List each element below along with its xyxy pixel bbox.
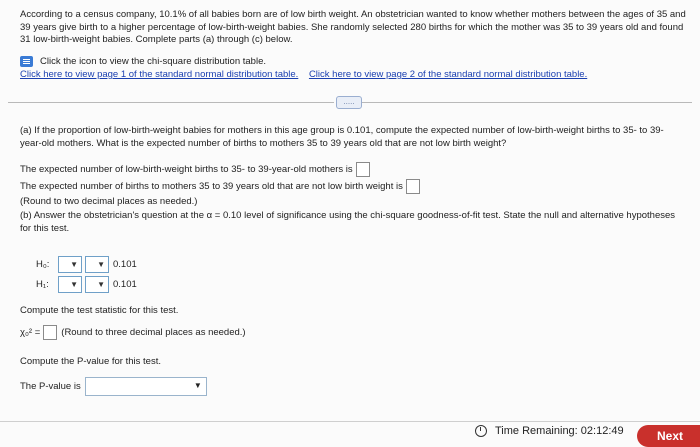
h1-operator-select[interactable] [85, 276, 109, 293]
round-note-a-text: (Round to two decimal places as needed.) [20, 196, 198, 207]
intro-text: According to a census company, 10.1% of all babies born are of low birth weight. An obstetrician wanted to know whether mothers between the ages of 35 and 39 years give birth to a higher percentage of low-birth-weight babies. She randomly selected 280 births for which the mother was 35 to 39 years old and found 31 low-birth-weight babies. Complete parts (a) through (c) below. [20, 9, 686, 45]
h1-value: 0.101 [113, 279, 137, 290]
chevron-down-icon: ▼ [97, 280, 105, 289]
timer-text: Time Remaining: 02:12:49 [495, 425, 624, 437]
h0-label: H₀: [36, 259, 50, 270]
chi-square-label: χ₀² = [20, 327, 41, 338]
expected-not-low-row [20, 179, 420, 194]
round-note-a [20, 196, 197, 207]
table-icon[interactable] [20, 56, 33, 67]
chi-square-row [20, 325, 246, 340]
h0-row [36, 256, 137, 273]
h1-row [36, 276, 137, 293]
compute-p-label: Compute the P-value for this test. [20, 356, 161, 367]
expected-low-label: The expected number of low-birth-weight births to 35- to 39-year-old mothers is [20, 164, 353, 175]
divider-right [362, 102, 692, 103]
normal-table-page2-link[interactable]: Click here to view page 2 of the standard normal distribution table. [308, 69, 588, 80]
p-value-row [20, 377, 207, 396]
expected-low-input[interactable] [356, 162, 370, 177]
next-button[interactable]: Next [637, 425, 700, 447]
compute-stat-label: Compute the test statistic for this test. [20, 305, 179, 316]
compute-stat-row [20, 305, 178, 316]
part-a-question: (a) If the proportion of low-birth-weight babies for mothers in this age group is 0.101, compute the expected number of low-birth-weight births to 35- to 39-year-old mothers. What is the expected number of births to mothers 35 to 39 years old that are not low birth weight? [20, 125, 664, 149]
chevron-down-icon: ▼ [97, 260, 105, 269]
clock-icon [475, 425, 487, 437]
chi-square-table-line [20, 56, 266, 67]
time-remaining [475, 425, 624, 437]
h0-operator-select[interactable] [85, 256, 109, 273]
problem-intro [20, 9, 688, 47]
h0-parameter-select[interactable] [58, 256, 82, 273]
p-value-label: The P-value is [20, 381, 81, 392]
normal-table-page1-link[interactable]: Click here to view page 1 of the standard normal distribution table. [20, 69, 299, 80]
chevron-down-icon: ▼ [70, 280, 78, 289]
table-links [20, 69, 595, 80]
part-b-question: (b) Answer the obstetrician's question at the α = 0.10 level of significance using the chi-square goodness-of-fit test. State the null and alternative hypotheses for this test. [20, 210, 676, 234]
compute-p-row [20, 356, 161, 367]
expand-button[interactable]: ..... [336, 96, 362, 109]
chevron-down-icon: ▼ [70, 260, 78, 269]
expected-not-low-label: The expected number of births to mothers 35 to 39 years old that are not low birth weight is [20, 181, 403, 192]
p-value-select[interactable] [85, 377, 207, 396]
divider-left [8, 102, 334, 103]
h0-value: 0.101 [113, 259, 137, 270]
chi-square-input[interactable] [43, 325, 57, 340]
h1-parameter-select[interactable] [58, 276, 82, 293]
chevron-down-icon: ▼ [193, 381, 202, 390]
chi-round-note: (Round to three decimal places as needed.) [61, 327, 246, 338]
expected-not-low-input[interactable] [406, 179, 420, 194]
icon-note: Click the icon to view the chi-square distribution table. [40, 56, 267, 67]
expected-low-row [20, 162, 370, 177]
footer-divider [0, 421, 700, 422]
h1-label: H₁: [36, 279, 49, 290]
